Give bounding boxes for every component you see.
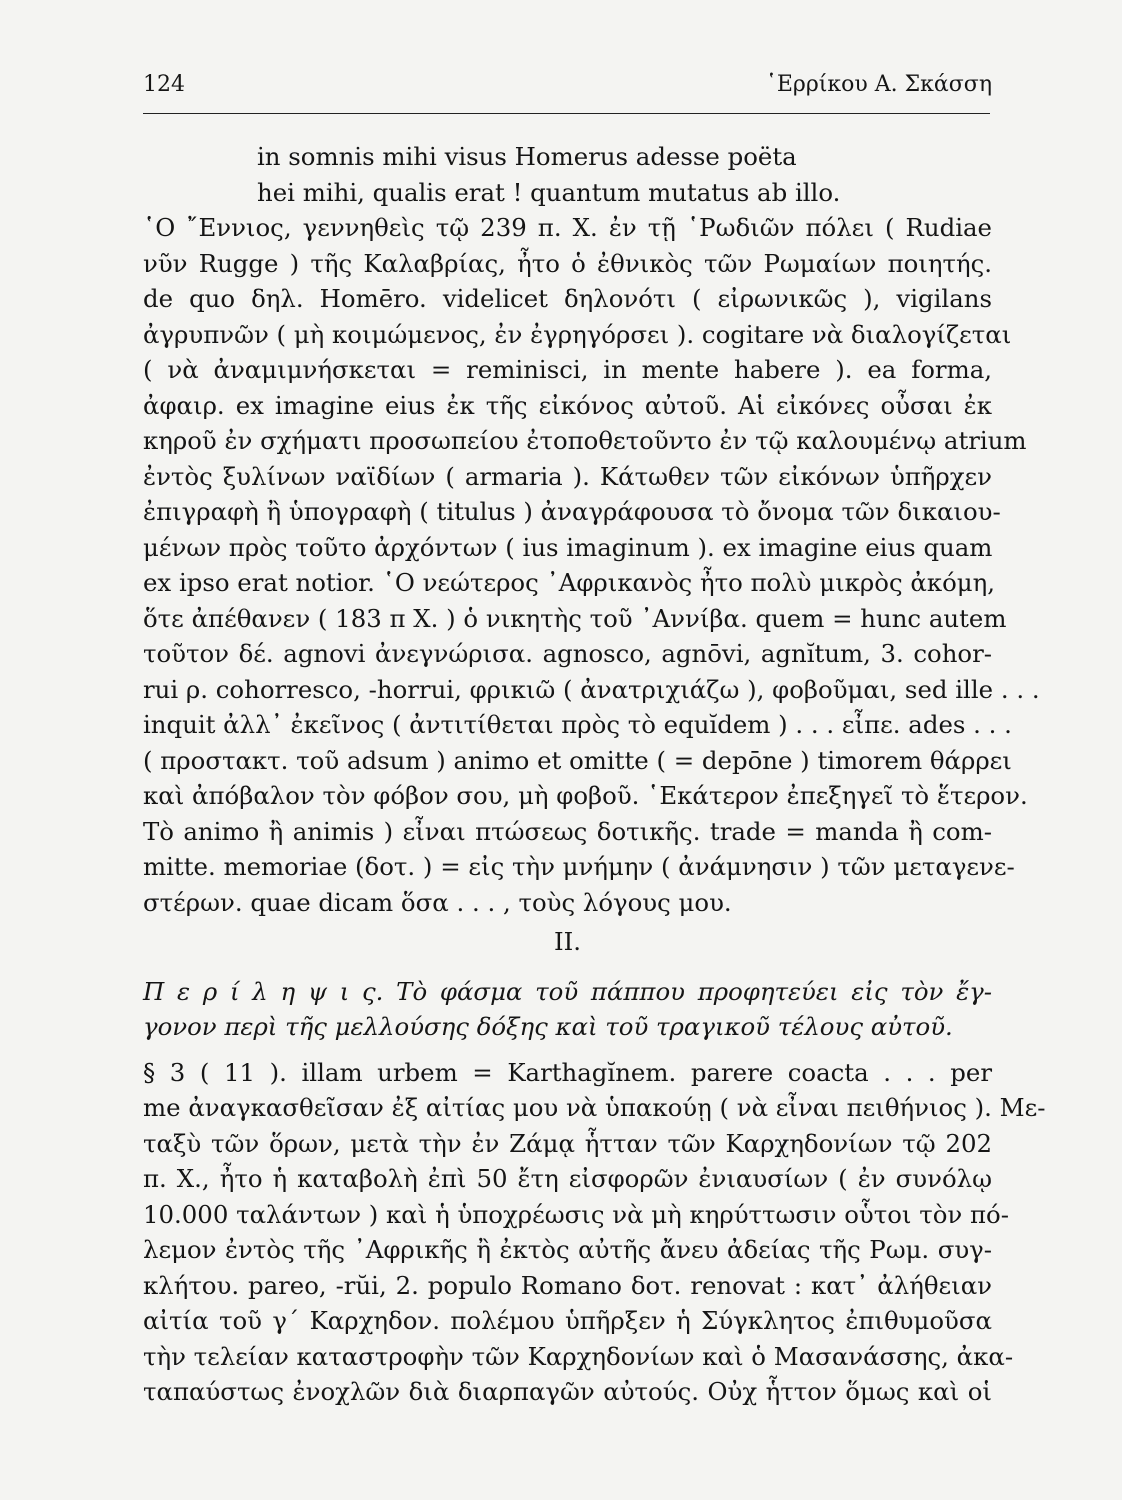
text-line: ταπαύστως ἐνοχλῶν διὰ διαρπαγῶν αὐτούς. Οὐχ ἧττον ὅμως καὶ οἱ: [143, 1377, 992, 1406]
verse-line: hei mihi, qualis erat ! quantum mutatus ab illo.: [257, 177, 841, 207]
text-line: ex ipso erat notior. ῾Ο νεώτερος ᾿Αφρικανὸς ἦτο πολὺ μικρὸς ἀκόμη,: [143, 568, 995, 597]
text-line: inquit ἀλλ᾿ ἐκεῖνος ( ἀντιτίθεται πρὸς τὸ equĭdem ) . . . εἶπε. ades . . .: [143, 710, 1012, 739]
text-line: § 3 ( 11 ). illam urbem = Karthagĭnem. parere coacta . . . per: [143, 1057, 992, 1087]
commentary-paragraph: [143, 210, 1040, 920]
text-line: 10.000 ταλάντων ) καὶ ἡ ὑποχρέωσις νὰ μὴ κηρύττωσιν οὗτοι τὸν πό-: [143, 1199, 1009, 1229]
text-line: π. Χ., ἦτο ἡ καταβολὴ ἐπὶ 50 ἔτη εἰσφορῶν ἐνιαυσίων ( ἐν συνόλῳ: [143, 1164, 992, 1193]
running-title: ῾Ερρίκου Α. Σκάσση: [765, 72, 992, 97]
text-line: κλήτου. pareo, -rŭi, 2. populo Romano δοτ. renovat : κατ᾿ ἀλήθειαν: [143, 1270, 992, 1300]
text-line: κηροῦ ἐν σχήματι προσωπείου ἐτοποθετοῦντο ἐν τῷ καλουμένῳ atrium: [143, 426, 1027, 455]
verse-quote: [143, 139, 992, 210]
text-line: αἰτία τοῦ γ΄ Καρχηδον. πολέμου ὑπῆρξεν ἡ Σύγκλητος ἐπιθυμοῦσα: [143, 1306, 992, 1335]
text-line: mitte. memoriae (δοτ. ) = εἰς τὴν μνήμην ( ἀνάμνησιν ) τῶν μεταγενε-: [143, 852, 1015, 881]
text-line: τὴν τελείαν καταστροφὴν τῶν Καρχηδονίων καὶ ὁ Μασανάσσης, ἀκα-: [143, 1341, 1014, 1371]
text-line: me ἀναγκασθεῖσαν ἐξ αἰτίας μου νὰ ὑπακούῃ ( νὰ εἶναι πειθήνιος ). Με-: [143, 1093, 1046, 1122]
text-line: ὅτε ἀπέθανεν ( 183 π Χ. ) ὁ νικητὴς τοῦ ᾿Αννίβα. quem = hunc autem: [143, 603, 1007, 633]
page-number: 124: [143, 72, 185, 97]
text-line: ταξὺ τῶν ὅρων, μετὰ τὴν ἐν Ζάμᾳ ἧτταν τῶν Καρχηδονίων τῷ 202: [143, 1128, 992, 1158]
page-body: [143, 139, 1046, 1410]
text-line: ἐπιγραφὴ ἢ ὑπογραφὴ ( titulus ) ἀναγράφουσα τὸ ὄνομα τῶν δικαιου-: [143, 497, 1001, 526]
text-line: ( προστακτ. τοῦ adsum ) animo et omitte ( = depōne ) timorem θάρρει: [143, 745, 1012, 775]
text-line: λεμον ἐντὸς τῆς ᾿Αφρικῆς ἢ ἐκτὸς αὐτῆς ἄνευ ἀδείας τῆς Ρωμ. συγ-: [143, 1235, 992, 1264]
summary-paragraph: [143, 974, 992, 1045]
commentary-paragraph-2: [143, 1055, 1046, 1410]
header-rule: [143, 113, 990, 114]
text-line: ἀγρυπνῶν ( μὴ κοιμώμενος, ἐν ἐγρηγόρσει ). cogitare νὰ διαλογίζεται: [143, 319, 1012, 349]
text-line: τοῦτον δέ. agnovi ἀνεγνώρισα. agnosco, agnōvi, agnĭtum, 3. cohor-: [143, 639, 992, 668]
text-line: μένων πρὸς τοῦτο ἀρχόντων ( ius imaginum ). ex imagine eius quam: [143, 532, 993, 562]
text-line: ἐντὸς ξυλίνων ναϊδίων ( armaria ). Κάτωθεν τῶν εἰκόνων ὑπῆρχεν: [143, 461, 992, 491]
text-line: στέρων. quae dicam ὅσα . . . , τοὺς λόγους μου.: [143, 887, 732, 917]
text-line: νῦν Rugge ) τῆς Καλαβρίας, ἦτο ὁ ἐθνικὸς τῶν Ρωμαίων ποιητής.: [143, 248, 992, 278]
text-line: ῾Ο ῎Εννιος, γεννηθεὶς τῷ 239 π. Χ. ἐν τῇ ῾Ρωδιῶν πόλει ( Rudiae: [143, 213, 992, 242]
text-line: ( νὰ ἀναμιμνήσκεται = reminisci, in mente habere ). ea forma,: [143, 355, 992, 384]
page-header: [143, 72, 992, 112]
text-line: ἀφαιρ. ex imagine eius ἐκ τῆς εἰκόνος αὐτοῦ. Αἱ εἰκόνες οὖσαι ἐκ: [143, 390, 992, 420]
text-line: Τὸ animo ἢ animis ) εἶναι πτώσεως δοτικῆς. trade = manda ἢ com-: [143, 816, 992, 846]
section-heading: II.: [553, 927, 582, 956]
summary-line: γονον περὶ τῆς μελλούσης δόξης καὶ τοῦ τραγικοῦ τέλους αὐτοῦ.: [143, 1012, 953, 1041]
text-line: rui ρ. cohorresco, -horrui, φρικιῶ ( ἀνατριχιάζω ), φοβοῦμαι, sed ille . . .: [143, 674, 1040, 704]
text-line: de quo δηλ. Homēro. videlicet δηλονότι ( εἰρωνικῶς ), vigilans: [143, 284, 992, 313]
summary-line: Π ε ρ ί λ η ψ ι ς. Τὸ φάσμα τοῦ πάππου προφητεύει εἰς τὸν ἔγ-: [143, 976, 992, 1006]
verse-line: in somnis mihi visus Homerus adesse poëta: [257, 142, 797, 171]
text-line: καὶ ἀπόβαλον τὸν φόβον σου, μὴ φοβοῦ. ῾Εκάτερον ἐπεξηγεῖ τὸ ἕτερον.: [143, 781, 1028, 810]
